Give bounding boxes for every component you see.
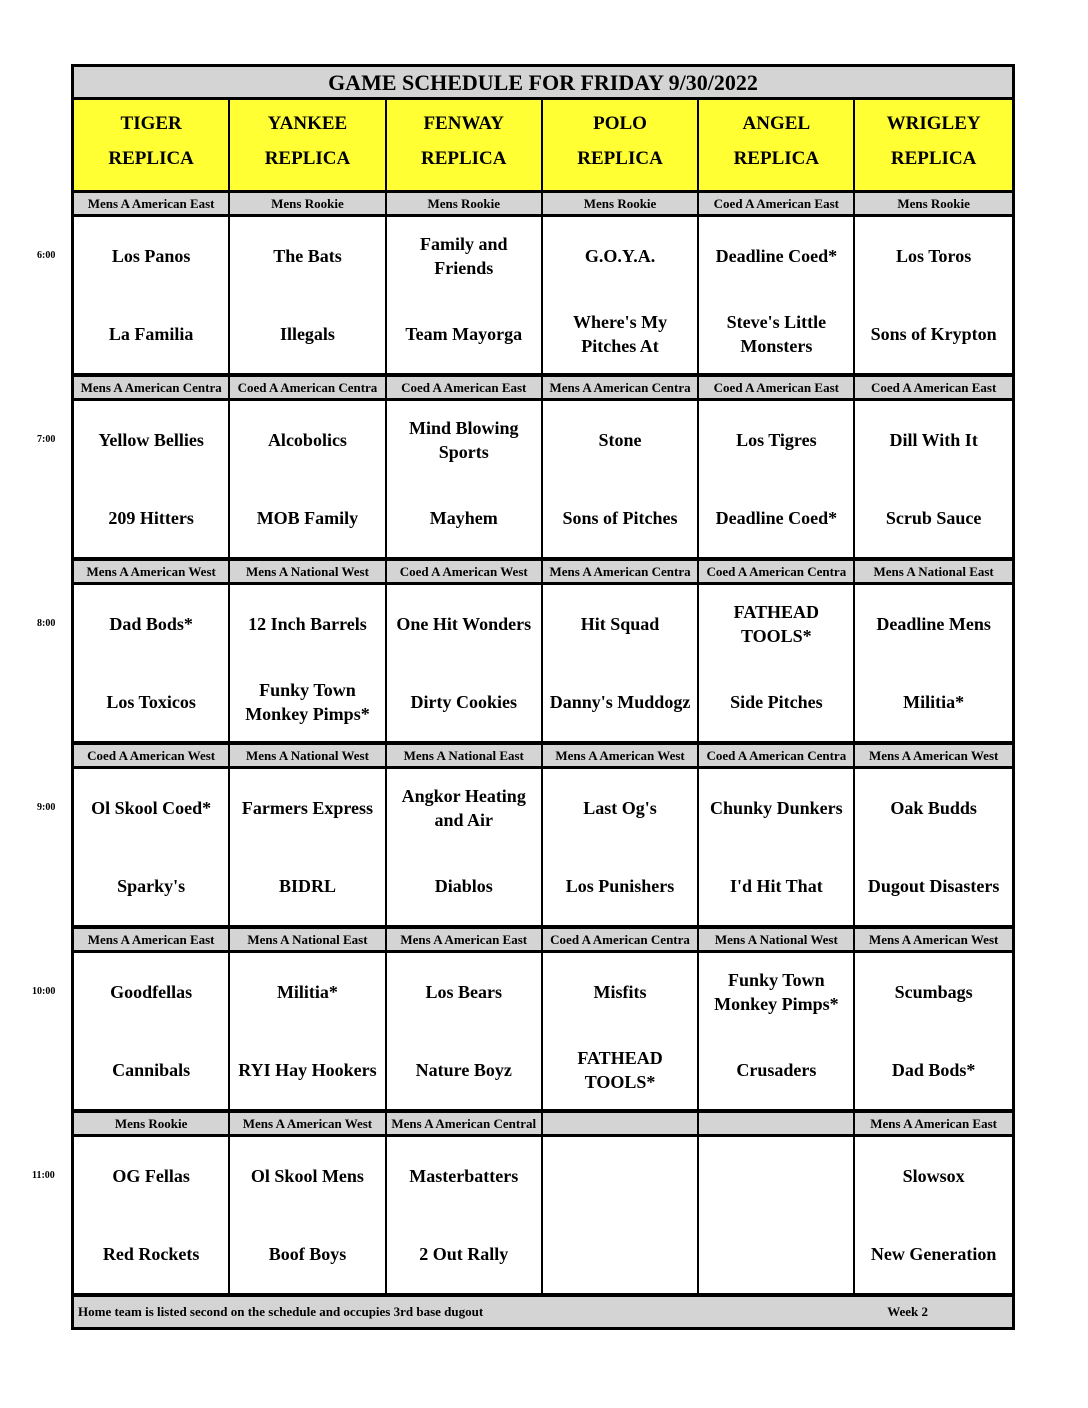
away-team: Masterbatters [409,1166,519,1186]
division-label: Mens A American East [855,1113,1011,1134]
home-team: Funky Town Monkey Pimps* [245,680,370,724]
away-team: Deadline Mens [876,614,991,634]
home-team: Side Pitches [730,692,823,712]
home-team: Boof Boys [268,1244,347,1264]
field-sub: REPLICA [108,148,194,169]
division-label: Coed A American East [699,377,855,398]
home-team: BIDRL [278,876,336,896]
away-team: Ol Skool Coed* [91,798,212,818]
game-row [74,769,1012,929]
home-team: Nature Boyz [415,1060,512,1080]
time-label: 6:00 [37,250,56,261]
division-label: Mens A National West [230,745,386,766]
schedule-table [71,64,1015,1330]
field-header [387,100,543,190]
division-label: Mens A American West [855,929,1011,950]
field-sub: REPLICA [420,148,507,169]
field-header [855,100,1011,190]
field-name: POLO [593,113,647,134]
time-label: 8:00 [37,618,56,629]
home-team: Dirty Cookies [410,692,517,712]
home-team: Mayhem [429,508,498,528]
game-cell [74,401,230,557]
home-team: I'd Hit That [729,876,823,896]
division-label: Coed A American East [387,377,543,398]
game-cell [387,1137,543,1293]
time-label: 10:00 [32,986,56,997]
division-label: Coed A American East [699,193,855,214]
away-team: Deadline Coed* [715,246,838,266]
division-label: Mens A National East [230,929,386,950]
game-cell [699,585,855,741]
game-cell [543,953,699,1109]
division-label: Coed A American Centra [230,377,386,398]
time-label: 7:00 [37,434,56,445]
away-team: Farmers Express [241,798,374,818]
away-team: Yellow Bellies [98,430,204,450]
away-team: Hit Squad [580,614,660,634]
game-cell [387,401,543,557]
away-team: Los Tigres [736,430,817,450]
field-header [699,100,855,190]
away-team: Oak Budds [890,798,977,818]
away-team: 12 Inch Barrels [248,614,367,634]
game-cell [543,769,699,925]
field-sub: REPLICA [577,148,663,169]
home-team: La Familia [108,324,194,344]
home-team: Cannibals [112,1060,191,1080]
away-team: Los Bears [425,982,502,1002]
division-label: Mens A American East [74,929,230,950]
home-team: Steve's Little Monsters [726,312,827,356]
game-cell [699,1137,855,1293]
division-label: Mens Rookie [387,193,543,214]
division-label: Mens A National East [387,745,543,766]
away-team: Dill With It [889,430,978,450]
game-cell [74,1137,230,1293]
division-label [543,1113,699,1134]
game-cell [699,217,855,373]
home-team: 2 Out Rally [419,1244,509,1264]
home-team: Deadline Coed* [715,508,838,528]
away-team: One Hit Wonders [396,614,532,634]
game-cell [855,769,1011,925]
away-team: Funky Town Monkey Pimps* [714,970,839,1014]
division-label: Mens A National West [230,561,386,582]
field-header [74,100,230,190]
division-row [74,1113,1012,1137]
game-cell [699,401,855,557]
division-label: Mens A American West [543,745,699,766]
division-label: Coed A American Centra [543,929,699,950]
away-team: Goodfellas [110,982,193,1002]
game-cell [230,217,386,373]
game-cell [74,769,230,925]
game-cell [855,585,1011,741]
away-team: Los Panos [111,246,191,266]
game-row [74,953,1012,1113]
division-label [699,1113,855,1134]
field-sub: REPLICA [264,148,351,169]
away-team: Dad Bods* [109,614,193,634]
division-label: Mens A American West [230,1113,386,1134]
home-team: MOB Family [256,508,359,528]
game-cell [74,217,230,373]
home-team: Where's My Pitches At [572,312,668,356]
away-team: Los Toros [896,246,972,266]
away-team: Last Og's [583,798,657,818]
away-team: Mind Blowing Sports [408,418,519,462]
away-team: Chunky Dunkers [710,798,843,818]
game-cell [230,769,386,925]
away-team [699,1137,853,1215]
footer [74,1297,1012,1327]
game-cell [543,217,699,373]
away-team: Alcobolics [267,430,347,450]
game-cell [387,217,543,373]
time-label: 9:00 [37,802,56,813]
field-name: FENWAY [423,113,505,134]
division-row [74,561,1012,585]
game-cell [387,953,543,1109]
home-team: Dugout Disasters [867,876,1000,896]
field-sub: REPLICA [890,148,977,169]
division-label: Mens Rookie [543,193,699,214]
division-label: Mens A American Central [387,1113,543,1134]
division-label: Mens A American East [74,193,230,214]
field-header-row [74,100,1012,193]
game-cell [230,1137,386,1293]
field-header [230,100,386,190]
division-row [74,377,1012,401]
away-team: OG Fellas [112,1166,190,1186]
game-cell [699,953,855,1109]
game-cell [543,401,699,557]
home-team: Illegals [279,324,335,344]
home-team: Los Punishers [565,876,675,896]
game-row [74,401,1012,561]
away-team: Stone [598,430,642,450]
home-team [699,1215,853,1293]
division-label: Mens Rookie [74,1113,230,1134]
home-team: FATHEAD TOOLS* [577,1048,663,1092]
away-team: The Bats [273,246,342,266]
game-cell [230,953,386,1109]
home-team: Scrub Sauce [885,508,982,528]
field-name: YANKEE [267,113,348,134]
division-label: Mens A National East [855,561,1011,582]
division-label: Coed A American Centra [699,561,855,582]
game-cell [699,769,855,925]
division-row [74,745,1012,769]
division-row [74,193,1012,217]
away-team: Family and Friends [419,234,508,278]
division-label: Mens A American Centra [543,377,699,398]
division-label: Coed A American Centra [699,745,855,766]
away-team: Misfits [593,982,647,1002]
division-row [74,929,1012,953]
time-label: 11:00 [32,1170,55,1181]
division-label: Mens A American West [74,561,230,582]
home-team: Team Mayorga [405,324,523,344]
division-label: Mens A American Centra [543,561,699,582]
division-label: Mens A American East [387,929,543,950]
game-row [74,1137,1012,1297]
home-team: Crusaders [736,1060,817,1080]
game-cell [855,217,1011,373]
game-cell [855,401,1011,557]
game-cell [74,585,230,741]
division-label: Mens Rookie [855,193,1011,214]
home-team: Red Rockets [102,1244,200,1264]
away-team: Angkor Heating and Air [401,786,526,830]
away-team: FATHEAD TOOLS* [733,602,819,646]
home-team: Sons of Pitches [562,508,678,528]
home-team: Militia* [903,692,965,712]
field-name: TIGER [120,113,182,134]
game-cell [543,1137,699,1293]
division-label: Coed A American West [74,745,230,766]
game-cell [230,401,386,557]
division-label: Mens A National West [699,929,855,950]
game-cell [387,585,543,741]
game-cell [855,1137,1011,1293]
home-team: 209 Hitters [108,508,194,528]
field-header [543,100,699,190]
home-team: Diablos [434,876,493,896]
field-sub: REPLICA [733,148,820,169]
game-cell [74,953,230,1109]
footer-note: Home team is listed second on the schedule and occupies 3rd base dugout [78,1304,484,1319]
away-team: Slowsox [902,1166,965,1186]
field-name: ANGEL [742,113,811,134]
home-team [543,1215,697,1293]
away-team: Militia* [276,982,338,1002]
time-slots [74,193,1012,1297]
division-label: Mens A American West [855,745,1011,766]
game-cell [230,585,386,741]
home-team: RYI Hay Hookers [238,1060,377,1080]
field-name: WRIGLEY [886,113,981,134]
game-cell [543,585,699,741]
division-label: Mens Rookie [230,193,386,214]
division-label: Coed A American East [855,377,1011,398]
home-team: Sparky's [117,876,186,896]
home-team: Danny's Muddogz [549,692,691,712]
game-row [74,585,1012,745]
schedule-title: GAME SCHEDULE FOR FRIDAY 9/30/2022 [74,67,1012,100]
home-team: Los Toxicos [106,692,196,712]
week-label: Week 2 [887,1304,928,1319]
home-team: Sons of Krypton [870,324,997,344]
game-cell [387,769,543,925]
game-cell [855,953,1011,1109]
home-team: Dad Bods* [891,1060,976,1080]
away-team: Scumbags [894,982,973,1002]
division-label: Coed A American West [387,561,543,582]
away-team [543,1137,697,1215]
away-team: G.O.Y.A. [584,246,656,266]
division-label: Mens A American Centra [74,377,230,398]
game-row [74,217,1012,377]
away-team: Ol Skool Mens [250,1166,364,1186]
home-team: New Generation [870,1244,997,1264]
